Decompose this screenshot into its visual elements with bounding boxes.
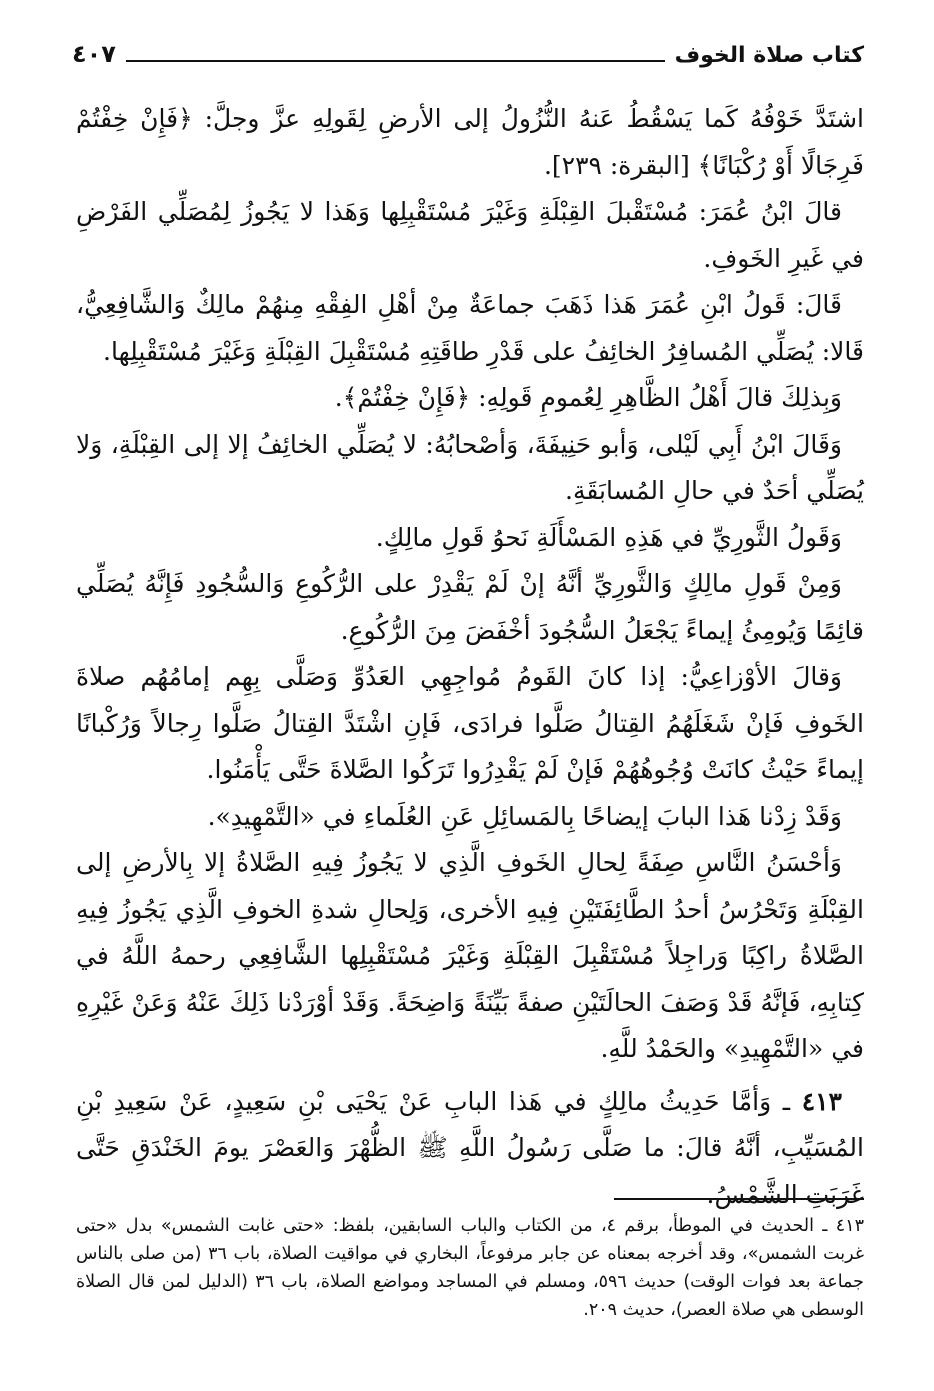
paragraph: قالَ ابْنُ عُمَرَ: مُسْتَقْبلَ القِبْلَةِ وَغَيْرَ مُسْتَقْبِلِها وَهَذا لا يَجُوزُ لِمُصَلِّي الفَرْضِ في غَيرِ الخَوفِ. [76, 197, 864, 273]
hadith-text: ـ وَأمَّا حَدِيثُ مالِكٍ في هَذا البابِ عَنْ يَحْيَى بْنِ سَعِيدٍ، عَنْ سَعِيدِ بْنِ المُسَيِّبِ، أنَّهُ قالَ: ما صَلَّى رَسُولُ اللَّهِ ﷺ الظُّهْرَ وَالعَصْرَ يومَ الخَنْدَقِ حَتَّى غَرَبَتِ الشَّمْسُ. [76, 1086, 864, 1209]
running-header [72, 28, 864, 68]
chapter-title: كتاب صلاة الخوف [674, 43, 864, 68]
main-text [76, 96, 864, 1218]
paragraph: وَقَالَ ابْنُ أَبِي لَيْلى، وَأبو حَنِيفَةَ، وَأصْحابُهُ: لا يُصَلِّي الخائِفُ إلا إلى القِبْلَةِ، وَلا يُصَلِّي أحَدٌ في حالِ المُسابَقَةِ. [76, 429, 864, 505]
paragraph: وَأحْسَنُ النَّاسِ صِفَةً لِحالِ الخَوفِ الَّذِي لا يَجُوزُ فِيهِ الصَّلاةُ إلا بِالأرضِ إلى القِبْلَةِ وَتَحْرُسُ أحدُ الطَّائِفَتَيْنِ فِيهِ الأخرى، وَلِحالِ شدةِ الخوفِ الَّذِي يَجُوزُ فِيهِ الصَّلاةُ راكِبًا وَراجِلاً مُسْتَقْبِلَ القِبْلَةِ وَغَيْرَ مُسْتَقْبِلِها الشَّافِعِي رحمهُ اللَّهُ في كِتابِهِ، فَإنَّهُ قَدْ وَصَفَ الحالَتَيْنِ صفةً بَيِّنَةً وَاضِحَةً. وَقَدْ أوْرَدْنا ذَلِكَ عَنْهُ وَعَنْ غَيْرِهِ في «التَّمْهِيدِ» والحَمْدُ للَّهِ. [76, 848, 864, 1063]
footnotes [76, 1212, 864, 1324]
page-number: ٤٠٧ [72, 40, 116, 68]
paragraph: اشتَدَّ خَوْفُهُ كَما يَسْقُطُ عَنهُ النُّزُولُ إلى الأرضِ لِقَولِهِ عزَّ وجلَّ: ﴿فَإِنْ خِفْتُمْ فَرِجَالًا أَوْ رُكْبَانًا﴾ [البقرة: ٢٣٩]. [76, 104, 864, 180]
paragraph: وَبِذلِكَ قالَ أَهْلُ الظَّاهِرِ لِعُمومِ قَولِهِ: ﴿فَإِنْ خِفْتُمْ﴾. [334, 383, 842, 412]
paragraph: وَقَدْ زِدْنا هَذا البابَ إيضاحًا بِالمَسائِلِ عَنِ العُلَماءِ في «التَّمْهِيدِ». [207, 801, 842, 831]
footnote: ٤١٣ ـ الحديث في الموطأ، برقم ٤، من الكتاب والباب السابقين، بلفظ: «حتى غابت الشمس» بدل «حتى غربت الشمس»، وقد أخرجه بمعناه عن جابر مرفوعاً، البخاري في مواقيت الصلاة، باب ٣٦ (من صلى بالناس جماعة بعد فوات الوقت) حديث ٥٩٦، ومسلم في المساجد ومواضع الصلاة، باب ٣٦ (الدليل لمن قال الصلاة الوسطى هي صلاة العصر)، حديث ٢٠٩. [76, 1216, 864, 1320]
header-rule [126, 60, 665, 62]
footnote-divider [614, 1198, 864, 1200]
hadith-number: ٤١٣ [801, 1086, 842, 1116]
paragraph: قَالَ: قَولُ ابْنِ عُمَرَ هَذا ذَهَبَ جماعَةٌ مِنْ أهْلِ الفِقْهِ مِنهُمْ مالِكٌ وَالشَّافِعِيُّ، قَالا: يُصَلِّي المُسافِرُ الخائِفُ على قَدْرِ طاقَتِهِ مُسْتَقْبِلَ القِبْلَةِ وَغَيْرَ مُسْتَقْبِلِها. [76, 290, 864, 366]
paragraph: وَقالَ الأوْزاعِيُّ: إذا كانَ القَومُ مُواجِهِي العَدُوِّ وَصَلَّى بِهِم إمامُهُم صلاةَ الخَوفِ فَإنْ شَغَلَهُمُ القِتالُ صَلَّوا فرادَى، فَإنِ اشْتَدَّ القِتالُ صَلَّوا رِجالاً وَرُكْبانًا إيماءً حَيْثُ كانَتْ وُجُوهُهُمْ فَإنْ لَمْ يَقْدِرُوا تَرَكُوا الصَّلاةَ حَتَّى يَأْمَنُوا. [76, 662, 864, 784]
paragraph: وَمِنْ قَولِ مالِكٍ وَالثَّورِيِّ أنَّهُ إنْ لَمْ يَقْدِرْ على الرُّكُوعِ وَالسُّجُودِ فَإِنَّهُ يُصَلِّي قائِمًا وَيُومِئُ إيماءً يَجْعَلُ السُّجُودَ أخْفَضَ مِنَ الرُّكُوعِ. [76, 569, 864, 645]
paragraph: وَقَولُ الثَّورِيِّ في هَذِهِ المَسْأَلَةِ نَحوُ قَولِ مالِكٍ. [375, 522, 842, 552]
